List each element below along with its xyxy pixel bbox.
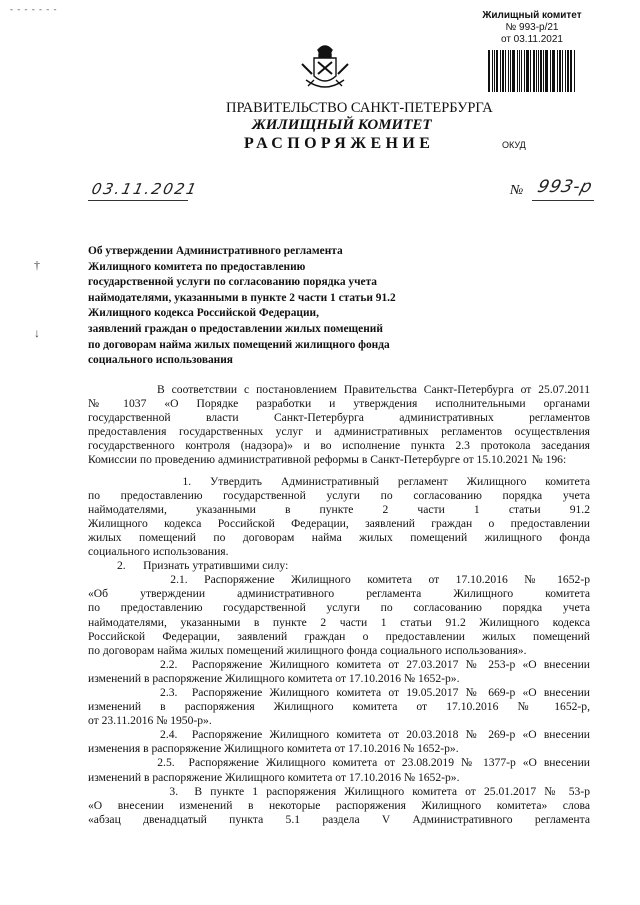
body-line: 2.2. Распоряжение Жилищного комитета от 27.03.2017 № 253-р «О внесении [88, 657, 590, 671]
barcode-bar [519, 50, 520, 92]
barcode-bar [552, 50, 553, 92]
body-line: «О внесении изменений в некоторые распоряжения Жилищного комитета» слова [88, 798, 590, 812]
barcode-bar [510, 50, 512, 92]
body-line: Российской Федерации, заявлений граждан о предоставлении жилых помещений [88, 629, 590, 643]
margin-tick-mark: † [34, 258, 40, 272]
barcode-bar [557, 50, 558, 92]
subject-line: Жилищного комитета по предоставлению [88, 260, 306, 273]
handwritten-number: 993-р [535, 177, 596, 197]
stamp-number: № 993-р/21 [505, 22, 559, 33]
document-type: РАСПОРЯЖЕНИЕ [244, 135, 435, 152]
barcode-bar [570, 50, 572, 92]
paragraph-gap [88, 468, 590, 475]
body-line: 1. Утвердить Административный регламент Жилищного комитета [88, 474, 590, 488]
barcode-bar [533, 50, 535, 92]
subject-line: по договорам найма жилых помещений жилищного фонда [88, 338, 390, 351]
body-line: жилых помещений по договорам найма жилых помещений жилищного фонда [88, 530, 590, 544]
barcode-bar [500, 50, 501, 92]
body-line: 2.1. Распоряжение Жилищного комитета от 17.10.2016 № 1652-р [88, 573, 590, 587]
body-line: «Об утверждении административного регламента Жилищного комитета [88, 587, 590, 601]
barcode-bar [562, 50, 563, 92]
barcode-bar [543, 50, 544, 92]
document-body [88, 383, 590, 827]
stamp-title: Жилищный комитет [482, 10, 582, 21]
committee-name: ЖИЛИЩНЫЙ КОМИТЕТ [252, 117, 432, 133]
barcode-bar [574, 50, 575, 92]
margin-tick-mark: ↓ [34, 326, 40, 340]
body-line: 2.3. Распоряжение Жилищного комитета от 19.05.2017 № 669-р «О внесении [88, 685, 590, 699]
subject-line: Жилищного кодекса Российской Федерации, [88, 307, 319, 320]
number-label: № [510, 183, 524, 198]
barcode-bar [538, 50, 539, 92]
body-line: от 23.11.2016 № 1950-р». [88, 714, 212, 728]
body-line: изменений в распоряжения Жилищного комитета от 17.10.2016 № 1652-р, [88, 700, 590, 714]
body-line: по договорам найма жилых помещений жилищного фонда социального использования». [88, 643, 527, 657]
body-line: № 1037 «О Порядке разработки и утверждения исполнительными органами [88, 397, 590, 411]
body-line: предоставления государственных услуг и административных регламентов осуществления [88, 425, 590, 439]
barcode-bar [496, 50, 499, 92]
body-line: государственной власти Санкт-Петербурга административных регламентов [88, 411, 590, 425]
body-line: 2.5. Распоряжение Жилищного комитета от 23.08.2019 № 1377-р «О внесении [88, 756, 590, 770]
handwritten-date: 03.11.2021 [90, 180, 200, 198]
subject-line: заявлений граждан о предоставлении жилых помещений [88, 322, 383, 335]
barcode-bar [550, 50, 551, 92]
barcode-bar [559, 50, 561, 92]
body-line: государственного контроля (надзора)» и во исполнение пункта 2.3 протокола заседания [88, 439, 590, 453]
barcode-bar [521, 50, 523, 92]
body-line: наймодателями, указанными в пункте 2 части 1 статьи 91.2 [88, 502, 590, 516]
barcode-bar [494, 50, 495, 92]
barcode-bar [488, 50, 490, 92]
barcode-bar [565, 50, 566, 92]
body-line: 3. В пункте 1 распоряжения Жилищного комитета от 25.01.2017 № 53-р [88, 784, 590, 798]
barcode-bar [505, 50, 506, 92]
registration-stamp [472, 10, 592, 46]
barcode-bar [492, 50, 493, 92]
barcode-bar [536, 50, 537, 92]
date-underline [88, 200, 188, 201]
top-margin-mark: - - - - - - - [10, 4, 58, 14]
barcode-bar [512, 50, 515, 92]
barcode-bar [553, 50, 555, 92]
barcode-bar [540, 50, 542, 92]
subject-line: государственной услуги по согласованию порядка учета [88, 276, 378, 289]
body-line: изменения в распоряжение Жилищного комитета от 17.10.2016 № 1652-р». [88, 742, 459, 756]
stamp-date: от 03.11.2021 [500, 34, 563, 45]
body-line: 2. Признать утратившими силу: [88, 559, 289, 573]
body-line: наймодателями, указанными в пункте 2 части 1 статьи 91.2 Жилищного кодекса [88, 615, 590, 629]
subject-line: социального использования [88, 354, 233, 367]
barcode-bar [517, 50, 518, 92]
subject-line: наймодателями, указанными в пункте 2 части 1 статьи 91.2 [88, 291, 396, 304]
body-line: В соответствии с постановлением Правительства Санкт-Петербурга от 25.07.2011 [88, 383, 590, 396]
document-subject [88, 244, 448, 369]
coat-of-arms-icon [296, 40, 354, 96]
body-line: Жилищного кодекса Российской Федерации, заявлений граждан о предоставлении [88, 516, 590, 530]
body-line: по предоставлению государственной услуги по согласованию порядка учета [88, 488, 590, 502]
body-line: по предоставлению государственной услуги по согласованию порядка учета [88, 601, 590, 615]
okud-label: ОКУД [502, 140, 526, 150]
body-line: «абзац двенадцатый пункта 5.1 раздела V Административного регламента [88, 812, 590, 826]
body-line: социального использования. [88, 545, 229, 559]
body-line: изменений в распоряжение Жилищного комитета от 17.10.2016 № 1652-р». [88, 671, 460, 685]
barcode-bar [530, 50, 531, 92]
government-name: ПРАВИТЕЛЬСТВО САНКТ-ПЕТЕРБУРГА [226, 100, 493, 116]
body-line: изменений в распоряжение Жилищного комитета от 17.10.2016 № 1652-р». [88, 770, 460, 784]
barcode-bar [526, 50, 529, 92]
barcode-bar [508, 50, 509, 92]
barcode-bar [502, 50, 504, 92]
body-line: 2.4. Распоряжение Жилищного комитета от 20.03.2018 № 269-р «О внесении [88, 728, 590, 742]
barcode-bar [545, 50, 548, 92]
barcode-bar [524, 50, 525, 92]
body-line: Комиссии по проведению административной реформы в Санкт-Петербурге от 15.10.2021 № 196: [88, 453, 567, 467]
subject-line: Об утверждении Административного регламента [88, 245, 343, 257]
barcode [488, 50, 576, 92]
barcode-bar [567, 50, 570, 92]
number-underline [532, 200, 594, 201]
